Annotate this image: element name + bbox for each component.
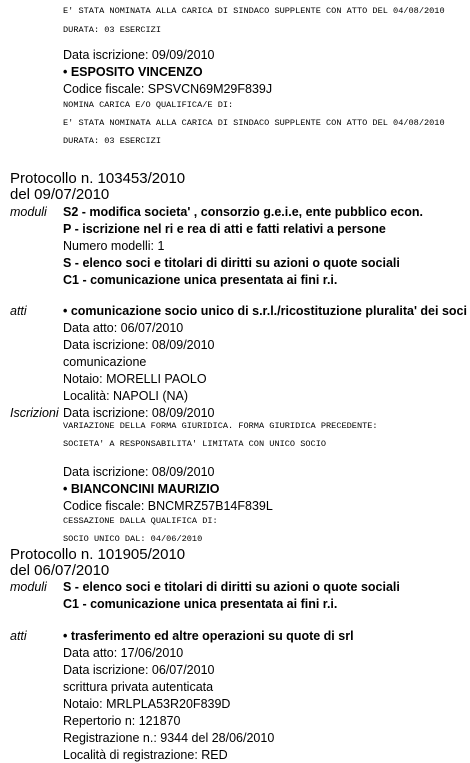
localita: Località: NAPOLI (NA) [63,389,189,403]
atti-label: atti [10,629,27,643]
atti-label: atti [10,304,27,318]
moduli-label: moduli [10,205,47,219]
protocol-title: Protocollo n. 101905/2010 [10,546,186,563]
registrazione: Registrazione n.: 9344 del 28/06/2010 [63,731,275,745]
notaio: Notaio: MORELLI PAOLO [63,372,207,386]
data-iscrizione: Data iscrizione: 08/09/2010 [63,338,215,352]
data-iscrizione: Data iscrizione: 08/09/2010 [63,465,215,479]
localita-registrazione: Località di registrazione: RED [63,748,228,762]
modulo-item: S2 - modifica societa' , consorzio g.e.i.e, ente pubblico econ. [63,205,423,219]
modulo-item: S - elenco soci e titolari di diritti su azioni o quote sociali [63,580,400,594]
data-iscrizione: Data iscrizione: 08/09/2010 [63,406,215,420]
data-atto: Data atto: 17/06/2010 [63,646,184,660]
data-iscrizione: Data iscrizione: 06/07/2010 [63,663,215,677]
atto-title: • trasferimento ed altre operazioni su quote di srl [63,629,354,643]
iscrizione-text: SOCIETA' A RESPONSABILITA' LIMITATA CON UNICO SOCIO [63,439,327,449]
codice-fiscale: Codice fiscale: BNCMRZ57B14F839L [63,499,273,513]
iscrizioni-label: Iscrizioni [10,406,59,420]
protocol-date: del 09/07/2010 [10,186,110,203]
person-name: • ESPOSITO VINCENZO [63,65,203,79]
numero-modelli: Numero modelli: 1 [63,239,165,253]
codice-fiscale: Codice fiscale: SPSVCN69M29F839J [63,82,273,96]
modulo-item: S - elenco soci e titolari di diritti su azioni o quote sociali [63,256,400,270]
modulo-item: C1 - comunicazione unica presentata ai fini r.i. [63,597,338,611]
modulo-item: P - iscrizione nel ri e rea di atti e fatti relativi a persone [63,222,386,236]
atto-title: • comunicazione socio unico di s.r.l./ricostituzione pluralita' dei soci [63,304,467,318]
protocol-date: del 06/07/2010 [10,562,110,579]
nomina-label: NOMINA CARICA E/O QUALIFICA/E DI: [63,100,234,110]
durata-text: DURATA: 03 ESERCIZI [63,136,161,146]
modulo-item: C1 - comunicazione unica presentata ai fini r.i. [63,273,338,287]
protocol-title: Protocollo n. 103453/2010 [10,170,186,187]
nomina-text: E' STATA NOMINATA ALLA CARICA DI SINDACO SUPPLENTE CON ATTO DEL 04/08/2010 [63,6,445,16]
notaio: Notaio: MRLPLA53R20F839D [63,697,231,711]
iscrizione-text: CESSAZIONE DALLA QUALIFICA DI: [63,516,218,526]
moduli-label: moduli [10,580,47,594]
repertorio: Repertorio n: 121870 [63,714,181,728]
forma-atto: comunicazione [63,355,147,369]
data-iscrizione: Data iscrizione: 09/09/2010 [63,48,215,62]
data-atto: Data atto: 06/07/2010 [63,321,184,335]
iscrizione-text: VARIAZIONE DELLA FORMA GIURIDICA. FORMA GIURIDICA PRECEDENTE: [63,421,378,431]
nomina-text: E' STATA NOMINATA ALLA CARICA DI SINDACO SUPPLENTE CON ATTO DEL 04/08/2010 [63,118,445,128]
forma-atto: scrittura privata autenticata [63,680,214,694]
iscrizione-text: SOCIO UNICO DAL: 04/06/2010 [63,534,203,544]
person-name: • BIANCONCINI MAURIZIO [63,482,220,496]
durata-text: DURATA: 03 ESERCIZI [63,25,161,35]
